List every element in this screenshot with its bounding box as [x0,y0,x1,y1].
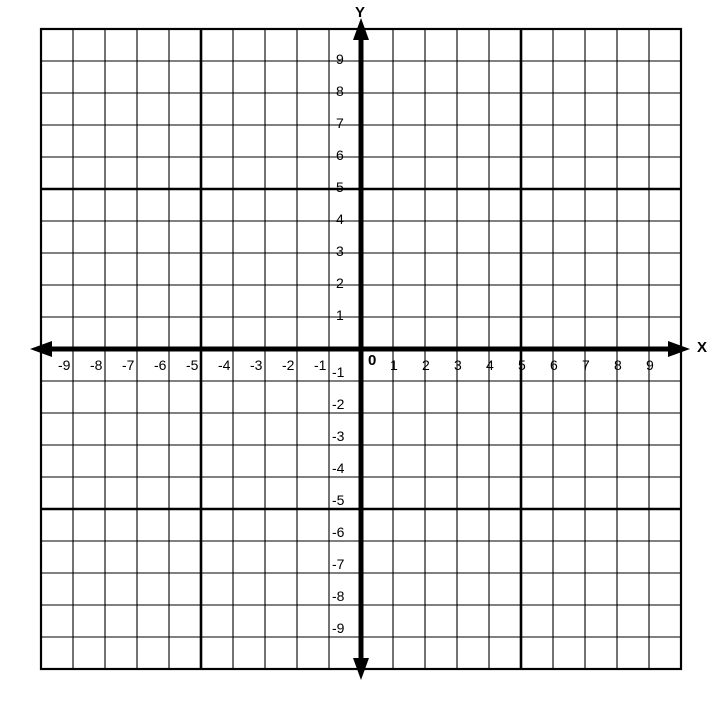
y-tick-label: 4 [336,211,344,227]
y-tick-label: 3 [336,243,344,259]
y-tick-label: 7 [336,115,344,131]
x-tick-label: 7 [582,357,590,373]
y-tick-label: -3 [332,428,345,444]
y-tick-label: -2 [332,396,345,412]
x-tick-label: -3 [250,357,263,373]
x-tick-label: -4 [218,357,231,373]
x-tick-label: 8 [614,357,622,373]
y-tick-label: -7 [332,556,345,572]
x-tick-label: 9 [646,357,654,373]
y-tick-label: 2 [336,275,344,291]
x-tick-label: 3 [454,357,462,373]
x-tick-label: -6 [154,357,167,373]
y-tick-label: -1 [332,364,345,380]
y-tick-label: 8 [336,83,344,99]
x-tick-label: -2 [282,357,295,373]
x-tick-label: -1 [314,357,327,373]
x-tick-label: 1 [390,357,398,373]
y-tick-label: 6 [336,147,344,163]
y-tick-label: -6 [332,524,345,540]
x-tick-label: 2 [422,357,430,373]
y-tick-label: -8 [332,588,345,604]
x-tick-label: 6 [550,357,558,373]
x-tick-label: -8 [90,357,103,373]
x-tick-label: 5 [518,357,526,373]
x-tick-label: -7 [122,357,135,373]
y-tick-label: 5 [336,179,344,195]
x-tick-label: -9 [58,357,71,373]
y-tick-label: -4 [332,460,345,476]
x-tick-label: -5 [186,357,199,373]
x-tick-label: 4 [486,357,494,373]
y-tick-label: -5 [332,492,345,508]
y-axis-label: Y [355,4,366,21]
y-tick-label: 9 [336,51,344,67]
y-tick-label: -9 [332,620,345,636]
origin-label: 0 [368,352,377,369]
x-axis-label: X [697,339,708,356]
y-tick-label: 1 [336,307,344,323]
